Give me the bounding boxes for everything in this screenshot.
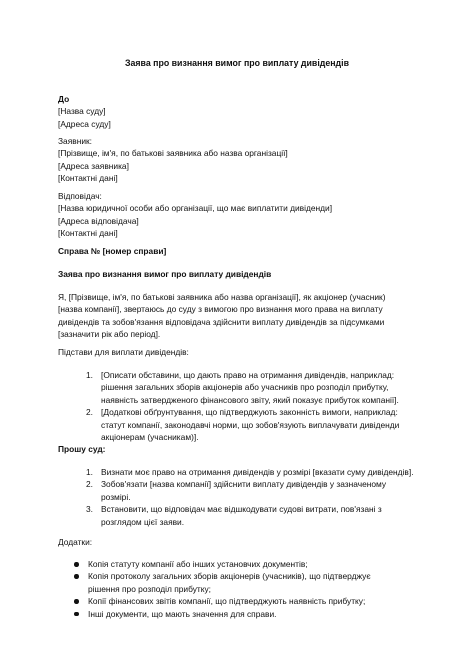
addressee-block — [58, 93, 424, 130]
applicant-name: [Прізвище, ім'я, по батькові заявника або назва організації] — [58, 148, 288, 159]
list-item — [58, 570, 424, 595]
list-item-line: рішення загальних зборів акціонерів або учасників про розподіл прибутку, — [101, 382, 389, 393]
court-name: [Назва суду] — [58, 106, 106, 117]
applicant-address: [Адреса заявника] — [58, 160, 129, 171]
intro-line: [назва компанії], звертаюсь до суду з вимогою про визнання мого права на виплату — [58, 304, 383, 315]
list-item-line: Інші документи, що мають значення для справи. — [88, 608, 277, 619]
list-item-number: 1. — [86, 467, 93, 477]
intro-line: [зазначити рік або період]. — [58, 329, 161, 340]
bullet-icon — [74, 562, 79, 567]
list-item-line: Копії фінансових звітів компанії, що підтверджують наявність прибутку; — [88, 596, 366, 607]
bullet-icon — [74, 612, 79, 617]
list-item — [58, 369, 424, 406]
list-item — [58, 466, 424, 478]
grounds-label: Підстави для виплати дивідендів: — [58, 347, 189, 357]
grounds-list — [58, 369, 424, 443]
respondent-contacts: [Контактні дані] — [58, 228, 118, 239]
list-item-line: наявність затвердженого фінансового звіту, який показує прибуток компанії]. — [101, 394, 399, 405]
respondent-label: Відповідач: — [58, 191, 102, 201]
attachments-list — [58, 558, 424, 620]
list-item — [58, 478, 424, 503]
court-address: [Адреса суду] — [58, 118, 111, 129]
list-item-number: 2. — [86, 479, 93, 490]
list-item-line: Визнати моє право на отримання дивідендів у розмірі [вказати суму дивідендів]. — [101, 467, 414, 477]
list-item-line: рішення про розподіл прибутку; — [88, 583, 211, 594]
list-item-line: [Описати обставини, що дають право на отримання дивідендів, наприклад: — [101, 370, 395, 380]
list-item-line: Копія протоколу загальних зборів акціонерів (учасників), що підтверджує — [88, 571, 371, 582]
list-item-line: статут компанії, законодавчі норми, що зобов'язують виплачувати дивіденди — [101, 419, 400, 430]
intro-line: Я, [Прізвище, ім'я, по батькові заявника або назва організації], як акціонер (учасник) — [58, 292, 386, 302]
list-item-number: 2. — [86, 407, 93, 418]
list-item-line: акціонерам (учасникам)]. — [101, 432, 199, 443]
respondent-name: [Назва юридичної особи або організації, що має виплатити дивіденди] — [58, 203, 333, 214]
list-item-line: розглядом цієї заяви. — [101, 516, 185, 527]
list-item — [58, 406, 424, 443]
list-item-line: Встановити, що відповідач має відшкодувати судові витрати, пов'язані з — [101, 504, 382, 515]
list-item-line: Зобов'язати [назва компанії] здійснити виплату дивідендів у зазначеному — [101, 479, 387, 490]
list-item-number: 1. — [86, 370, 93, 380]
list-item-line: [Додаткові обґрунтування, що підтверджують законність вимоги, наприклад: — [101, 407, 398, 418]
section-subtitle: Заява про визнання вимог про виплату дивідендів — [58, 269, 272, 279]
addressee-label: До — [58, 94, 70, 104]
attachments-label: Додатки: — [58, 537, 93, 547]
bullet-icon — [74, 599, 79, 604]
respondent-address: [Адреса відповідача] — [58, 215, 139, 226]
intro-paragraph — [58, 291, 424, 341]
applicant-contacts: [Контактні дані] — [58, 173, 118, 184]
list-item — [58, 608, 424, 620]
list-item — [58, 558, 424, 570]
applicant-label: Заявник: — [58, 136, 92, 146]
bullet-icon — [74, 574, 79, 579]
case-number: Справа № [номер справи] — [58, 246, 167, 256]
list-item — [58, 503, 424, 528]
list-item — [58, 595, 424, 607]
document-title: Заява про визнання вимог про виплату дивідендів — [124, 58, 349, 68]
applicant-block — [58, 135, 424, 185]
list-item-number: 3. — [86, 504, 93, 515]
request-list — [58, 466, 424, 528]
list-item-line: Копія статуту компанії або інших установчих документів; — [88, 559, 308, 569]
request-label: Прошу суд: — [58, 444, 106, 454]
respondent-block — [58, 190, 424, 240]
intro-line: дивідендів та зобов'язання відповідача здійснити виплату дивідендів за підсумками — [58, 316, 385, 327]
list-item-line: розмірі. — [101, 491, 131, 502]
